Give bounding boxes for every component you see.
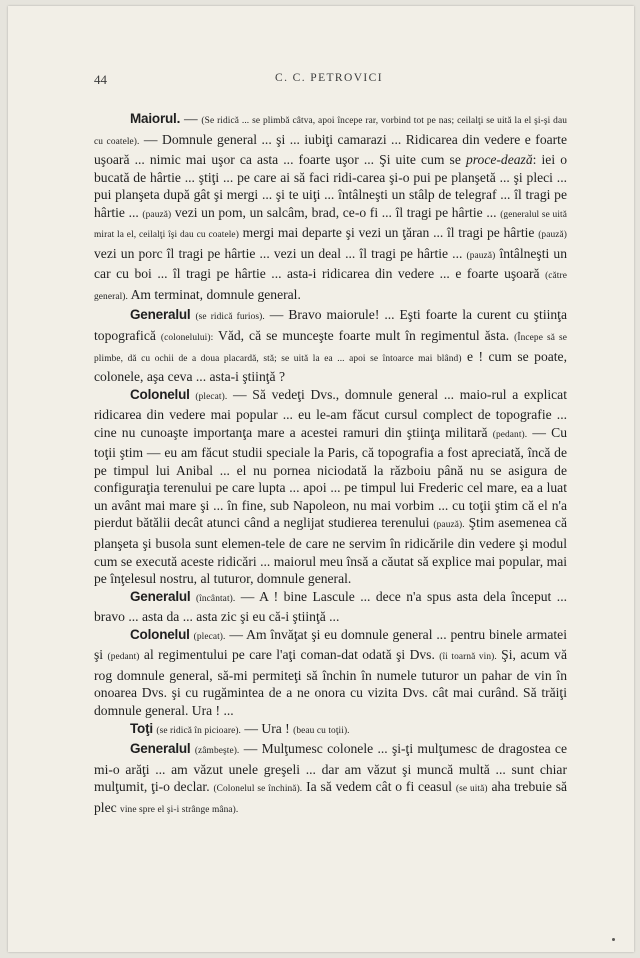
stage-direction: (Începe să se plimbe, dă cu ochii de a doua placardă, stă; se uită la ea ... apoi se întoarce mai blând) — [94, 333, 568, 364]
speaker-name: Generalul — [130, 741, 191, 757]
dialogue-text: e ! cum se poate, colonele, aşa ceva ... asta-i ştiinţă ? — [94, 348, 567, 385]
dialogue-text: — Domnule general ... şi ... iubiţi camarazi ... Ridicarea din vedere e foarte uşoară ... nimic mai uşor ca asta ... foarte uşor ... Şi uite cum se — [94, 131, 567, 168]
stage-direction: (plecat). — [195, 391, 228, 402]
stage-direction: (pauză) — [142, 209, 172, 220]
stage-direction: (se ridică furios). — [195, 312, 265, 323]
stage-direction: (îi toarnă vin). — [439, 652, 497, 663]
dialogue-text: — Să vedeţi Dvs., domnule general ... maio-rul a explicat ridicarea din vedere mai popular ... eu le-am făcut cursul complect de topografie ... cine nu cunoaşte importanţa mare a acestei ramuri din ştiinţa militară — [94, 386, 567, 440]
dialogue-text: : iei o bucată de hârtie ... ştiţi ... pe care ai să faci ridi-carea şi-o pui pe planşetă ... şi pleci ... pui planşeta după gât şi mergi ... şi te uiţi ... întâlneşti un stâlp de telegraf ... îl tragi pe hârtie ... — [94, 152, 567, 220]
stage-direction: (pauză) — [466, 250, 496, 261]
italic-text: proce-dează — [465, 152, 533, 168]
dialogue-text: — — [180, 111, 202, 126]
dialogue-paragraph — [94, 110, 567, 306]
dialogue-text: al regimentului pe care l'aţi coman-dat odată şi Dvs. — [139, 647, 440, 663]
stage-direction: (pedant) — [107, 652, 140, 663]
stage-direction: vine spre el şi-i strânge mâna). — [120, 804, 239, 815]
stage-direction: (Se ridică ... se plimbă câtva, apoi începe rar, vorbind tot pe nas; ceilalţi se uită la el şi-şi dau cu coatele). — [94, 116, 568, 147]
dialogue-text: Văd, că se munceşte foarte mult în regimentul ăsta. — [213, 328, 515, 344]
running-title: C. C. PETROVICI — [275, 72, 383, 84]
dialogue-text: — Mulţumesc colonele ... şi-ţi mulţumesc de dragostea ce mi-o arăţi ... am văzut unele greşeli ... dar am văzut şi muncă multă ... sunt chiar mulţumit, ţi-o declar. — [94, 741, 567, 795]
dialogue-text: — Cu toţii ştim — eu am făcut studii speciale la Paris, că topografia a fost apreciată, încă de pe timpul lui Anibal ... el nu pornea niciodată la războiu până nu se asigura de configuraţia terenului pe care lupta ... apoi ... pe timpul lui Frederic cel mare, ea a luat un avânt mai mare şi ... în fine, sub Napoleon, nu mai vorbim ... cu toţii ştim că el n'a pierdut bătălii decât atunci când a neglijat studierea terenului — [94, 424, 567, 531]
stage-direction: (zâmbeşte). — [194, 746, 240, 757]
book-page — [8, 6, 634, 952]
speaker-name: Toţi — [130, 720, 153, 736]
dialogue-text: Şi, acum vă rog domnule general, să-mi permiteţi să închin în numele tuturor un pahar de vin în onoarea Dvs. şi cu rugămintea de a ne onora cu vizita Dvs. cât mai curând. Să trăiţi domnule general. Ura ! ... — [94, 647, 567, 718]
page-number: 44 — [94, 72, 107, 87]
stage-direction: (se ridică în picioare). — [156, 725, 241, 736]
dialogue-text: Ştim asemenea că planşeta şi busola sunt elemen-tele de care ne servim în ridicările din vedere şi modul cum se execută aceste ridicări ... maiorul meu însă a căutat să explice mai popular, mai pe înţelesul nostru, al tuturor, domnule general. — [94, 515, 567, 587]
stage-direction: (către general). — [94, 271, 567, 302]
dialogue-paragraph — [94, 720, 567, 741]
dialogue-text: — A ! bine Lascule ... dece n'a spus asta dela început ... bravo ... asta da ... asta zic şi eu că-i ştiinţă ... — [94, 588, 567, 625]
dialogue-text: — Bravo maiorule! ... Eşti foarte la curent cu ştiinţa topografică — [94, 307, 567, 344]
speaker-name: Generalul — [130, 307, 191, 323]
dialogue-text: — Am învăţat şi eu domnule general ... pentru binele armatei şi — [94, 626, 567, 663]
dialogue-text: aha trebuie să plec — [94, 779, 568, 815]
speaker-name: Colonelul — [130, 386, 190, 402]
dialogue-text: vezi un pom, un salcâm, brad, ce-o fi ... îl tragi pe hârtie ... — [171, 204, 501, 220]
page-header — [94, 72, 564, 88]
dialogue-paragraph — [94, 626, 567, 720]
stage-direction: (generalul se uită mirat la el, ceilalţi îşi dau cu coatele) — [94, 209, 568, 241]
dialogue-paragraph — [94, 588, 567, 626]
print-speck — [612, 938, 615, 941]
dialogue-paragraph — [94, 740, 567, 819]
stage-direction: (pedant). — [492, 429, 528, 440]
stage-direction: (Colonelul se închină). — [213, 784, 303, 795]
stage-direction: (beau cu toţii). — [293, 725, 350, 736]
speaker-name: Maiorul. — [130, 111, 181, 126]
page-body — [94, 110, 567, 819]
stage-direction: (plecat). — [193, 631, 226, 642]
stage-direction: (colonelului): — [160, 333, 214, 344]
stage-direction: (pauză) — [538, 230, 567, 241]
dialogue-text: vezi un porc îl tragi pe hârtie ... vezi un deal ... îl tragi pe hârtie ... — [94, 245, 467, 261]
dialogue-text: mergi mai departe şi vezi un ţăran ... îl tragi pe hârtie — [238, 225, 539, 241]
dialogue-text: — Ura ! — [241, 720, 294, 736]
dialogue-paragraph — [94, 386, 567, 588]
dialogue-text: Am terminat, domnule general. — [127, 286, 301, 302]
stage-direction: (se uită) — [455, 784, 488, 795]
dialogue-text: întâlneşti un car cu boi ... îl tragi pe hârtie ... asta-i ridicarea din vedere ... e foarte uşoară — [94, 245, 567, 282]
dialogue-paragraph — [94, 306, 567, 385]
dialogue-text: Ia să vedem cât o fi ceasul — [302, 779, 456, 795]
speaker-name: Generalul — [130, 588, 191, 604]
speaker-name: Colonelul — [130, 626, 190, 642]
stage-direction: (pauză). — [433, 520, 465, 531]
stage-direction: (încântat). — [195, 593, 236, 604]
